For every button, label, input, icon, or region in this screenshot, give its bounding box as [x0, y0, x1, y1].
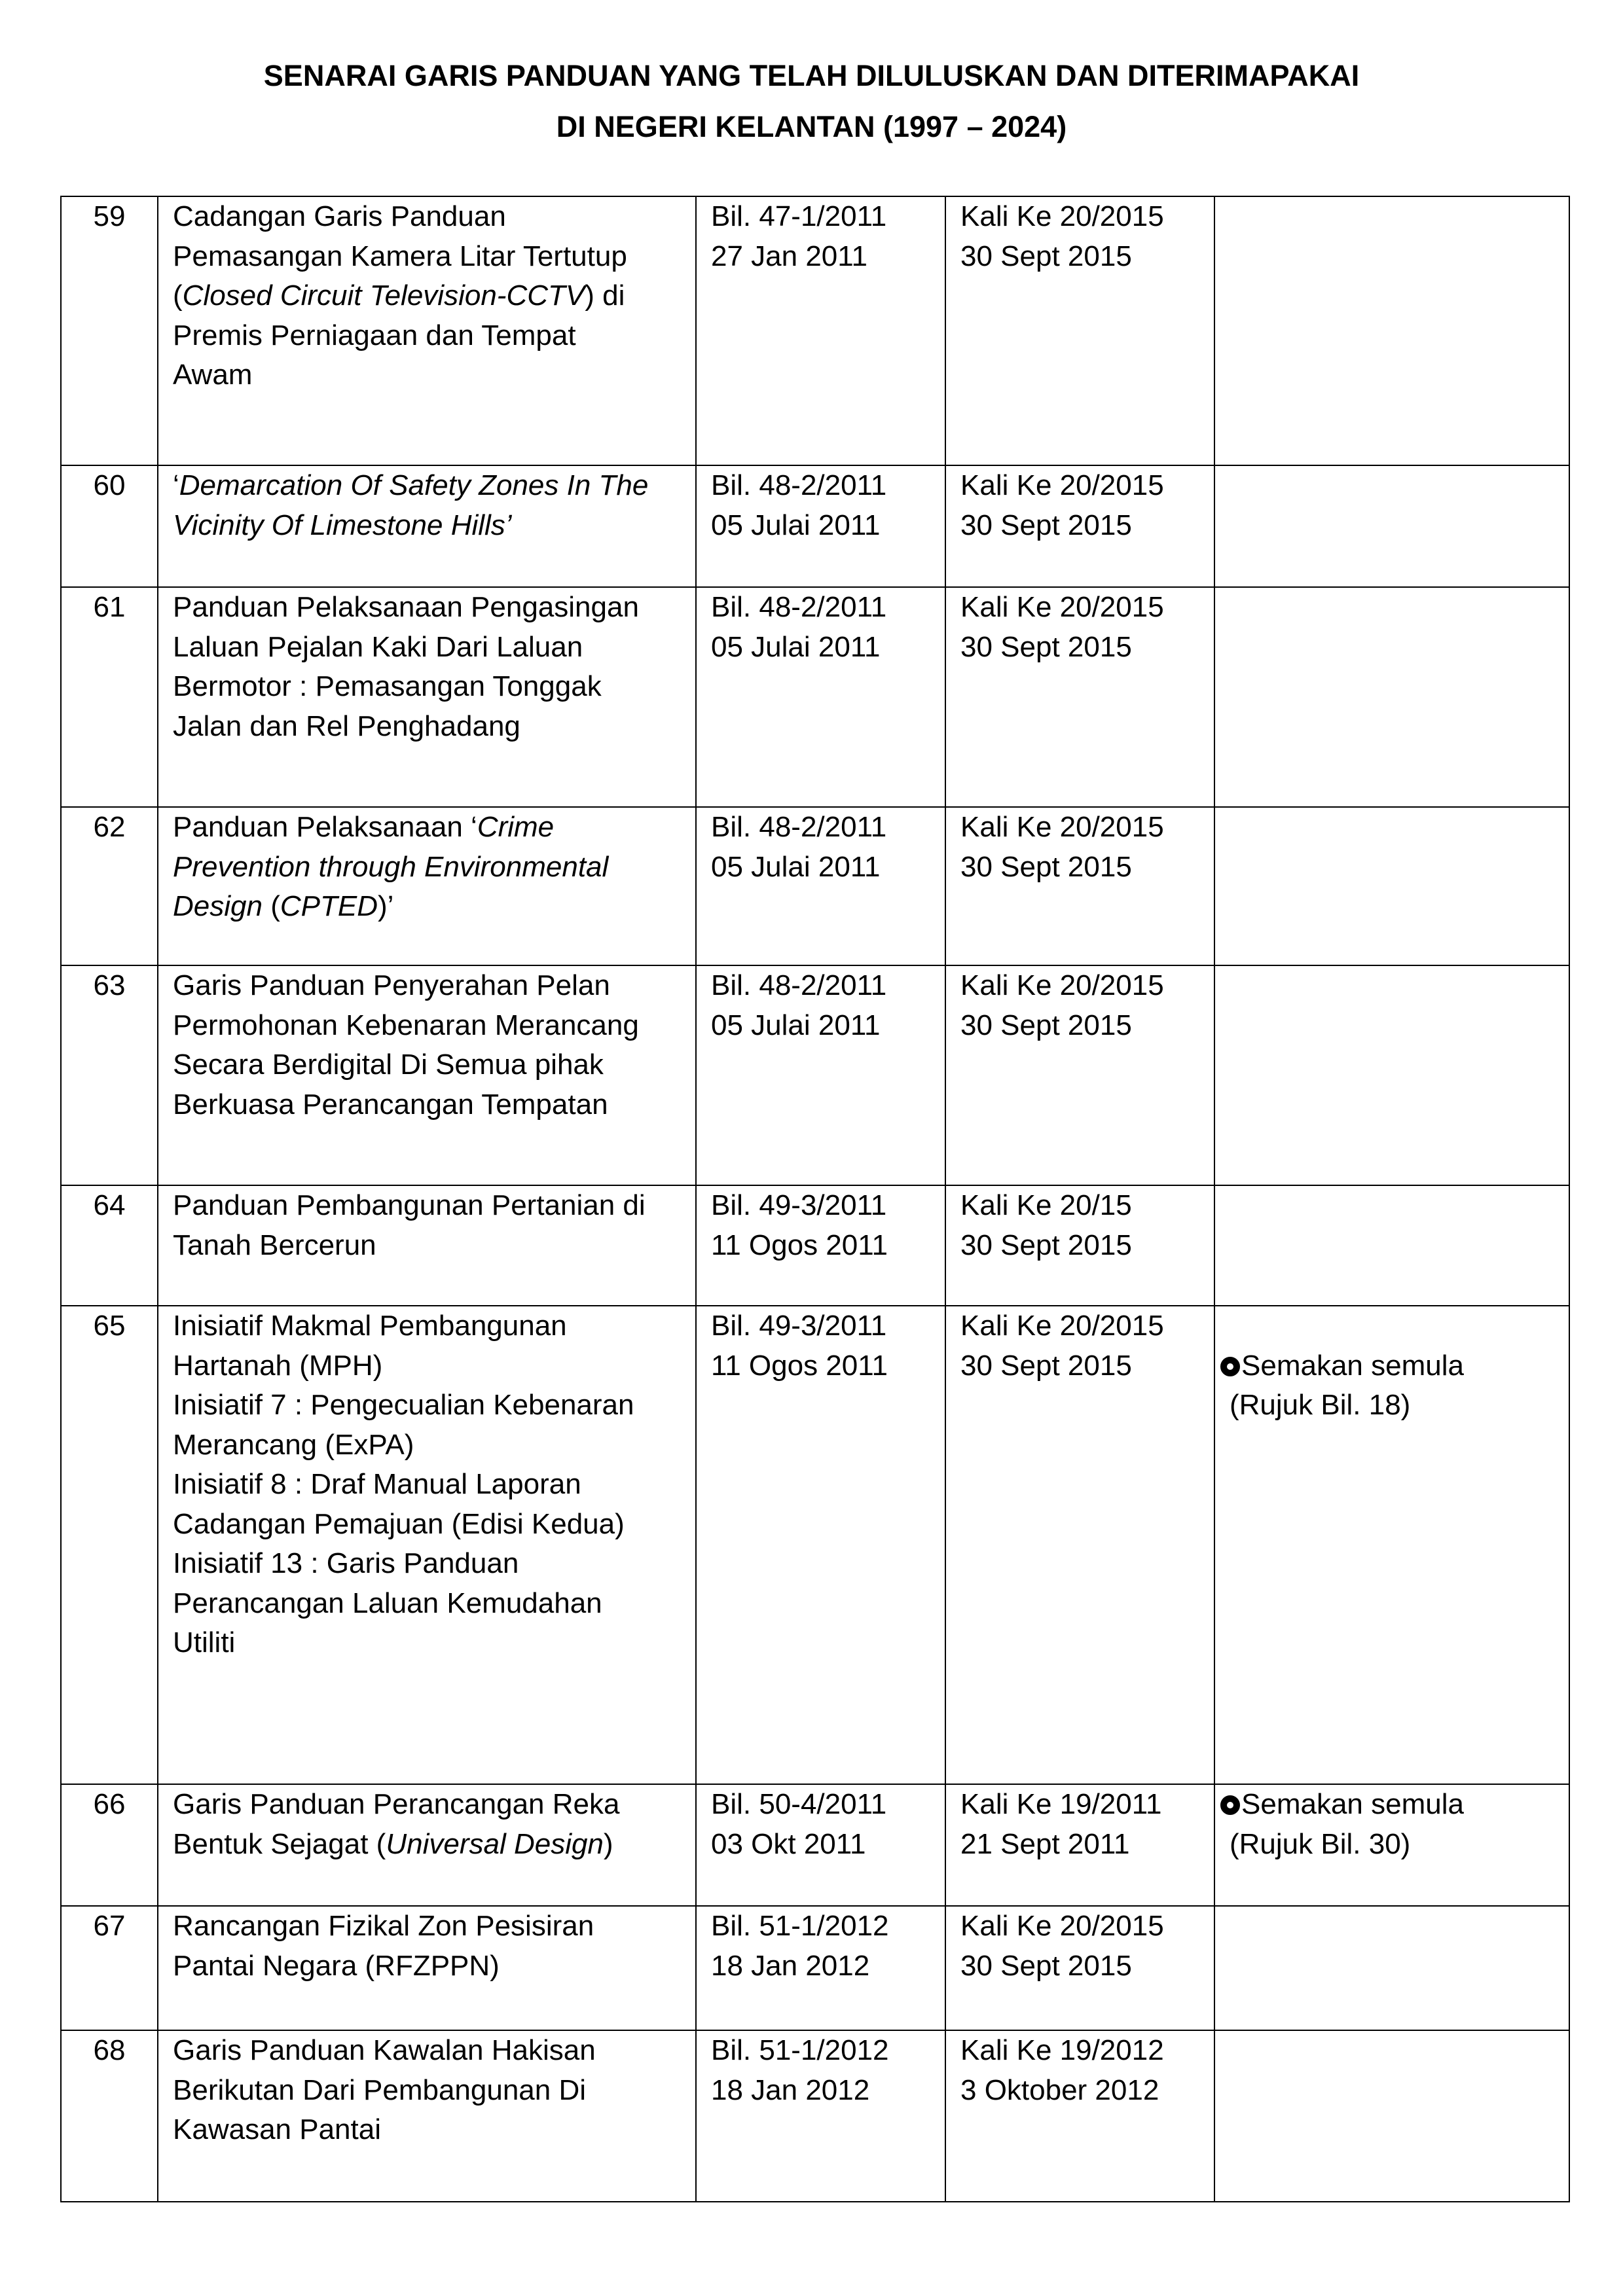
title-text: Berkuasa Perancangan Tempatan	[173, 1088, 608, 1121]
title-text: Garis Panduan Kawalan Hakisan	[173, 2034, 596, 2066]
meeting-reference-line: Bil. 48-2/2011	[711, 591, 887, 623]
row-number-text: 64	[93, 1189, 126, 1221]
remarks	[1214, 1185, 1569, 1306]
row-number-text: 67	[93, 1910, 126, 1942]
table-row	[61, 1784, 1569, 1906]
page-title-line-1: SENARAI GARIS PANDUAN YANG TELAH DILULUSKAN DAN DITERIMAPAKAI	[263, 59, 1360, 92]
meeting-reference	[696, 1306, 945, 1784]
row-number	[61, 965, 158, 1185]
meeting-reference-line: Bil. 48-2/2011	[711, 811, 887, 843]
italic-text: Crime	[477, 811, 555, 843]
table-row	[61, 1185, 1569, 1306]
meeting-reference-line: 05 Julai 2011	[711, 1009, 881, 1041]
title-text: Garis Panduan Penyerahan Pelan	[173, 969, 610, 1001]
italic-text: Design	[173, 890, 263, 922]
approval-session-line: Kali Ke 20/15	[960, 1189, 1132, 1221]
italic-text: Prevention through Environmental	[173, 850, 609, 883]
title-text: Tanah Bercerun	[173, 1229, 376, 1261]
approval-session-line: Kali Ke 20/2015	[960, 969, 1164, 1001]
meeting-reference-line: 11 Ogos 2011	[711, 1229, 888, 1261]
approval-session	[945, 1906, 1214, 2030]
guideline-title-line	[173, 707, 681, 747]
guideline-title-line	[173, 316, 681, 356]
approval-session	[945, 1306, 1214, 1784]
title-text: Pantai Negara (RFZPPN)	[173, 1949, 500, 1982]
meeting-reference-line: Bil. 49-3/2011	[711, 1310, 887, 1342]
guideline-title-line	[173, 1346, 681, 1386]
title-text: Pemasangan Kamera Litar Tertutup	[173, 240, 627, 272]
guideline-title	[158, 587, 696, 807]
meeting-reference-line: 05 Julai 2011	[711, 630, 881, 663]
title-text: Utiliti	[173, 1626, 236, 1659]
title-text: Jalan dan Rel Penghadang	[173, 709, 520, 742]
approval-session-line: Kali Ke 20/2015	[960, 1310, 1164, 1342]
meeting-reference-line: 05 Julai 2011	[711, 509, 881, 541]
title-text: Inisiatif 7 : Pengecualian Kebenaran	[173, 1389, 634, 1421]
meeting-reference-line: Bil. 48-2/2011	[711, 469, 887, 501]
guideline-title-line	[173, 2110, 681, 2150]
guideline-title-line	[173, 1306, 681, 1346]
meeting-reference	[696, 1185, 945, 1306]
guideline-title-line	[173, 1085, 681, 1125]
row-number	[61, 807, 158, 965]
italic-text: Universal Design	[386, 1827, 604, 1860]
table-row	[61, 1906, 1569, 2030]
row-number-text: 65	[93, 1310, 126, 1342]
remarks	[1214, 1784, 1569, 1906]
guideline-title-line	[173, 1045, 681, 1085]
meeting-reference-line: Bil. 51-1/2012	[711, 2034, 889, 2066]
approval-session	[945, 465, 1214, 587]
approval-session	[945, 196, 1214, 465]
meeting-reference-line: Bil. 50-4/2011	[711, 1788, 887, 1820]
guideline-title-line	[173, 276, 681, 316]
remarks-line	[1230, 1346, 1554, 1386]
row-number-text: 62	[93, 811, 126, 843]
guideline-title-line	[173, 1544, 681, 1584]
guideline-title	[158, 196, 696, 465]
remarks	[1214, 1306, 1569, 1784]
approval-session	[945, 807, 1214, 965]
guideline-title-line	[173, 1226, 681, 1266]
guideline-title-line	[173, 588, 681, 628]
italic-text: Vicinity Of Limestone Hills’	[173, 509, 512, 541]
approval-session	[945, 965, 1214, 1185]
meeting-reference	[696, 807, 945, 965]
remarks	[1214, 196, 1569, 465]
title-text: Berikutan Dari Pembangunan Di	[173, 2073, 587, 2106]
guideline-title-line	[173, 1386, 681, 1426]
row-number	[61, 1784, 158, 1906]
approval-session-line: 30 Sept 2015	[960, 1949, 1132, 1982]
remarks-text: (Rujuk Bil. 30)	[1230, 1827, 1411, 1860]
guideline-title	[158, 1185, 696, 1306]
approval-session-line: Kali Ke 20/2015	[960, 200, 1164, 232]
table-row	[61, 965, 1569, 1185]
approval-session-line: 30 Sept 2015	[960, 1229, 1132, 1261]
title-text: )’	[377, 890, 394, 922]
guideline-title-line	[173, 1907, 681, 1946]
remarks-line	[1230, 1785, 1554, 1825]
meeting-reference-line: Bil. 48-2/2011	[711, 969, 887, 1001]
italic-text: Demarcation Of Safety Zones In The	[179, 469, 649, 501]
row-number	[61, 2030, 158, 2202]
guideline-title-line	[173, 966, 681, 1006]
meeting-reference-line: Bil. 51-1/2012	[711, 1910, 889, 1942]
remarks-text: Semakan semula	[1241, 1349, 1464, 1382]
guideline-title-line	[173, 466, 681, 506]
approval-session	[945, 587, 1214, 807]
row-number-text: 60	[93, 469, 126, 501]
title-text: Perancangan Laluan Kemudahan	[173, 1587, 602, 1619]
meeting-reference	[696, 196, 945, 465]
meeting-reference	[696, 465, 945, 587]
table-row	[61, 807, 1569, 965]
remarks	[1214, 1906, 1569, 2030]
guideline-title-line	[173, 2031, 681, 2071]
guideline-title-line	[173, 848, 681, 888]
remarks-line	[1230, 1825, 1554, 1865]
guideline-title-line	[173, 1006, 681, 1046]
guideline-title-line	[173, 1186, 681, 1226]
approval-session-line: Kali Ke 20/2015	[960, 1910, 1164, 1942]
remarks	[1214, 465, 1569, 587]
table-row	[61, 196, 1569, 465]
remarks-text: (Rujuk Bil. 18)	[1230, 1389, 1411, 1421]
guideline-title-line	[173, 1825, 681, 1865]
italic-text: Closed Circuit Television-CCTV	[182, 279, 585, 312]
meeting-reference-line: 11 Ogos 2011	[711, 1349, 888, 1382]
table-row	[61, 465, 1569, 587]
guideline-title	[158, 807, 696, 965]
title-text: ‘	[173, 469, 179, 501]
meeting-reference	[696, 2030, 945, 2202]
title-text: (	[173, 279, 183, 312]
guidelines-table	[60, 196, 1570, 2202]
title-text: Garis Panduan Perancangan Reka	[173, 1788, 620, 1820]
row-number	[61, 1906, 158, 2030]
row-number	[61, 196, 158, 465]
guideline-title-line	[173, 1623, 681, 1663]
guideline-title-line	[173, 1785, 681, 1825]
row-number-text: 59	[93, 200, 126, 232]
meeting-reference	[696, 965, 945, 1185]
guideline-title-line	[173, 237, 681, 277]
remarks	[1214, 2030, 1569, 2202]
row-number	[61, 587, 158, 807]
meeting-reference-line: 03 Okt 2011	[711, 1827, 866, 1860]
title-text: (	[262, 890, 280, 922]
approval-session-line: Kali Ke 20/2015	[960, 469, 1164, 501]
approval-session-line: 30 Sept 2015	[960, 1349, 1132, 1382]
row-number	[61, 1185, 158, 1306]
guideline-title-line	[173, 1505, 681, 1545]
approval-session-line: Kali Ke 19/2011	[960, 1788, 1162, 1820]
meeting-reference	[696, 587, 945, 807]
remarks-text: Semakan semula	[1241, 1788, 1464, 1820]
table-row	[61, 1306, 1569, 1784]
title-text: Permohonan Kebenaran Merancang	[173, 1009, 639, 1041]
title-text: )	[603, 1827, 613, 1860]
guideline-title-line	[173, 887, 681, 927]
row-number	[61, 465, 158, 587]
meeting-reference	[696, 1784, 945, 1906]
row-number-text: 61	[93, 591, 126, 623]
title-text: Laluan Pejalan Kaki Dari Laluan	[173, 630, 583, 663]
title-text: Inisiatif Makmal Pembangunan	[173, 1310, 567, 1342]
guideline-title-line	[173, 628, 681, 668]
title-text: Panduan Pelaksanaan Pengasingan	[173, 591, 639, 623]
page-title-line-2: DI NEGERI KELANTAN (1997 – 2024)	[556, 110, 1067, 143]
row-number	[61, 1306, 158, 1784]
title-text: ) di	[585, 279, 625, 312]
approval-session-line: 30 Sept 2015	[960, 850, 1132, 883]
approval-session-line: 3 Oktober 2012	[960, 2073, 1159, 2106]
title-text: Kawasan Pantai	[173, 2113, 381, 2145]
guideline-title-line	[173, 2071, 681, 2111]
title-text: Cadangan Pemajuan (Edisi Kedua)	[173, 1507, 625, 1540]
title-text: Awam	[173, 359, 253, 391]
guideline-title	[158, 1306, 696, 1784]
title-text: Cadangan Garis Panduan	[173, 200, 506, 232]
approval-session-line: 21 Sept 2011	[960, 1827, 1130, 1860]
italic-text: CPTED	[280, 890, 378, 922]
table-row	[61, 587, 1569, 807]
bullet-ring-icon	[1220, 1357, 1240, 1376]
remarks-line	[1230, 1386, 1554, 1426]
row-number-text: 63	[93, 969, 126, 1001]
guideline-title	[158, 1906, 696, 2030]
guideline-title	[158, 1784, 696, 1906]
meeting-reference-line: 27 Jan 2011	[711, 240, 867, 272]
guideline-title-line	[173, 1584, 681, 1624]
approval-session-line: 30 Sept 2015	[960, 240, 1132, 272]
title-text: Inisiatif 13 : Garis Panduan	[173, 1547, 519, 1579]
meeting-reference-line: Bil. 47-1/2011	[711, 200, 887, 232]
approval-session	[945, 2030, 1214, 2202]
meeting-reference-line: 05 Julai 2011	[711, 850, 881, 883]
table-row	[61, 2030, 1569, 2202]
meeting-reference-line: Bil. 49-3/2011	[711, 1189, 887, 1221]
title-text: Secara Berdigital Di Semua pihak	[173, 1049, 604, 1081]
guideline-title-line	[173, 1426, 681, 1465]
title-text: Rancangan Fizikal Zon Pesisiran	[173, 1910, 594, 1942]
approval-session-line: 30 Sept 2015	[960, 509, 1132, 541]
title-text: Premis Perniagaan dan Tempat	[173, 319, 576, 351]
guidelines-table-body	[61, 196, 1569, 2202]
guideline-title-line	[173, 355, 681, 395]
title-text: Inisiatif 8 : Draf Manual Laporan	[173, 1468, 581, 1500]
meeting-reference-line: 18 Jan 2012	[711, 2073, 870, 2106]
remarks	[1214, 807, 1569, 965]
row-number-text: 68	[93, 2034, 126, 2066]
remarks-line	[1230, 1306, 1554, 1346]
meeting-reference-line: 18 Jan 2012	[711, 1949, 870, 1982]
approval-session-line: Kali Ke 20/2015	[960, 591, 1164, 623]
approval-session-line: Kali Ke 19/2012	[960, 2034, 1164, 2066]
title-text: Bentuk Sejagat (	[173, 1827, 386, 1860]
guideline-title	[158, 465, 696, 587]
guideline-title	[158, 2030, 696, 2202]
approval-session-line: 30 Sept 2015	[960, 1009, 1132, 1041]
title-text: Hartanah (MPH)	[173, 1349, 383, 1382]
guideline-title-line	[173, 1465, 681, 1505]
approval-session-line: Kali Ke 20/2015	[960, 811, 1164, 843]
title-text: Panduan Pelaksanaan ‘	[173, 811, 477, 843]
guideline-title-line	[173, 197, 681, 237]
guideline-title-line	[173, 808, 681, 848]
guideline-title	[158, 965, 696, 1185]
remarks	[1214, 587, 1569, 807]
guideline-title-line	[173, 506, 681, 546]
guideline-title-line	[173, 667, 681, 707]
title-text: Bermotor : Pemasangan Tonggak	[173, 670, 602, 702]
row-number-text: 66	[93, 1788, 126, 1820]
meeting-reference	[696, 1906, 945, 2030]
remarks	[1214, 965, 1569, 1185]
approval-session	[945, 1185, 1214, 1306]
title-text: Panduan Pembangunan Pertanian di	[173, 1189, 646, 1221]
guideline-title-line	[173, 1946, 681, 1986]
approval-session	[945, 1784, 1214, 1906]
title-text: Merancang (ExPA)	[173, 1428, 414, 1461]
bullet-ring-icon	[1220, 1795, 1240, 1815]
approval-session-line: 30 Sept 2015	[960, 630, 1132, 663]
